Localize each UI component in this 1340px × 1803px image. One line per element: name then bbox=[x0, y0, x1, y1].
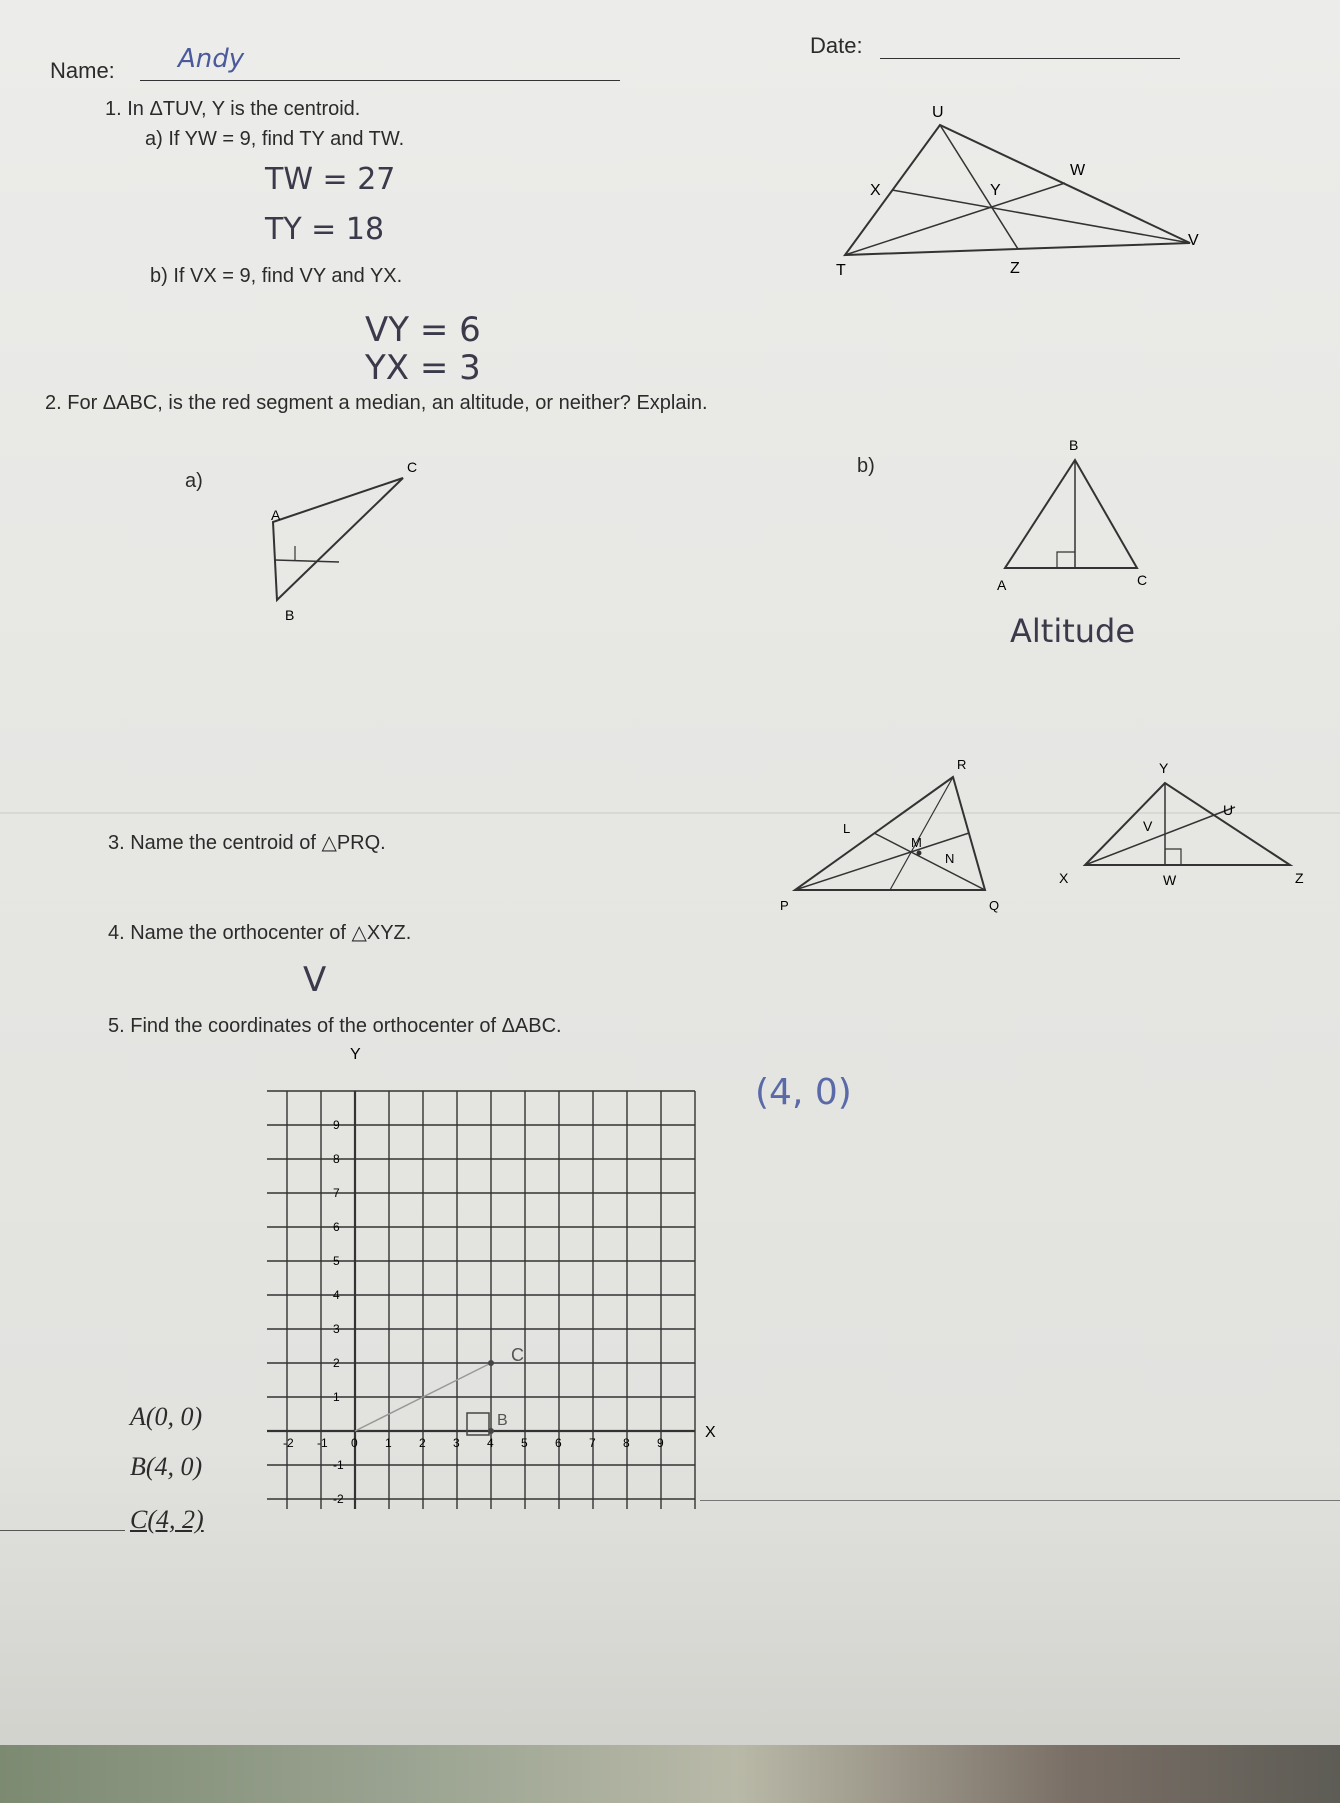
plotted-c-label: C bbox=[511, 1345, 524, 1365]
q3-triangle-figure bbox=[775, 755, 1015, 915]
y-tick-label: 1 bbox=[333, 1390, 340, 1404]
q2b-label: b) bbox=[857, 455, 875, 477]
q1a-answer-tw: TW = 27 bbox=[265, 162, 396, 197]
name-value: Andy bbox=[178, 44, 245, 74]
vertex-label-t: T bbox=[836, 262, 846, 279]
q1a-prompt: a) If YW = 9, find TY and TW. bbox=[145, 128, 405, 150]
q4-label-y: Y bbox=[1159, 760, 1169, 776]
x-tick-label: 4 bbox=[487, 1436, 494, 1450]
x-tick-label: 2 bbox=[419, 1436, 426, 1450]
q1-prompt: 1. In ΔTUV, Y is the centroid. bbox=[105, 98, 361, 120]
x-tick-label: 8 bbox=[623, 1436, 630, 1450]
q2b-triangle-figure bbox=[995, 430, 1165, 600]
q1b-answer-vy: VY = 6 bbox=[365, 310, 481, 350]
q3-label-r: R bbox=[957, 757, 967, 772]
point-c-dot bbox=[488, 1360, 494, 1366]
x-tick-label: 6 bbox=[555, 1436, 562, 1450]
q5-answer: (4, 0) bbox=[755, 1072, 852, 1113]
q1b-answer-yx: YX = 3 bbox=[365, 348, 481, 388]
q4-label-x: X bbox=[1059, 870, 1069, 886]
date-label: Date: bbox=[810, 33, 863, 58]
vertex-label-x: X bbox=[870, 182, 881, 199]
q1a-answer-ty: TY = 18 bbox=[265, 212, 385, 247]
q2a-label: a) bbox=[185, 470, 203, 492]
y-tick-label: 5 bbox=[333, 1254, 340, 1268]
y-tick-label: 9 bbox=[333, 1118, 340, 1132]
q3-label-m: M bbox=[911, 835, 922, 850]
vertex-label-w: W bbox=[1070, 162, 1086, 179]
q4-label-v: V bbox=[1143, 818, 1153, 834]
q1b-prompt: b) If VX = 9, find VY and YX. bbox=[150, 265, 403, 287]
q3-label-n: N bbox=[945, 851, 955, 866]
vertex-label-z: Z bbox=[1010, 260, 1020, 277]
q4-label-z: Z bbox=[1295, 870, 1304, 886]
x-tick-label: -2 bbox=[283, 1436, 294, 1450]
q4-triangle-figure bbox=[1035, 755, 1325, 895]
q2b-label-b: B bbox=[1069, 437, 1079, 453]
name-underline bbox=[140, 80, 620, 81]
x-tick-label: -1 bbox=[317, 1436, 328, 1450]
y-tick-label: 3 bbox=[333, 1322, 340, 1336]
coordinate-grid bbox=[255, 1046, 725, 1535]
x-tick-label: 9 bbox=[657, 1436, 664, 1450]
point-b-label: B(4, 0) bbox=[130, 1452, 203, 1481]
q4-label-u: U bbox=[1223, 802, 1234, 818]
q4-answer: V bbox=[303, 960, 327, 1000]
q4-label-w: W bbox=[1163, 872, 1177, 888]
q2a-triangle-figure bbox=[255, 450, 435, 630]
q2b-label-a: A bbox=[997, 577, 1007, 593]
y-tick-label: 8 bbox=[333, 1152, 340, 1166]
q3-label-l: L bbox=[843, 821, 851, 836]
q2-prompt: 2. For ΔABC, is the red segment a median, an altitude, or neither? Explain. bbox=[45, 392, 708, 414]
x-tick-label: 5 bbox=[521, 1436, 528, 1450]
point-a-label: A(0, 0) bbox=[130, 1402, 203, 1431]
x-tick-label: 3 bbox=[453, 1436, 460, 1450]
vertex-label-v: V bbox=[1188, 232, 1199, 249]
y-tick-label: 7 bbox=[333, 1186, 340, 1200]
x-tick-label: 1 bbox=[385, 1436, 392, 1450]
q2a-label-b: B bbox=[285, 607, 295, 623]
x-tick-label: 7 bbox=[589, 1436, 596, 1450]
q2a-label-a: A bbox=[271, 507, 281, 523]
page-crease-line bbox=[700, 1500, 1340, 1501]
q2b-label-c: C bbox=[1137, 572, 1148, 588]
background-surface bbox=[0, 1745, 1340, 1803]
q3-label-q: Q bbox=[989, 898, 1000, 913]
y-tick-label: -2 bbox=[333, 1492, 344, 1506]
plotted-b-label: B bbox=[497, 1412, 508, 1429]
q2a-label-c: C bbox=[407, 459, 418, 475]
q4-prompt: 4. Name the orthocenter of △XYZ. bbox=[108, 922, 412, 944]
q3-label-p: P bbox=[780, 898, 789, 913]
y-tick-label: -1 bbox=[333, 1458, 344, 1472]
q1-triangle-figure bbox=[830, 95, 1210, 285]
y-axis-label: Y bbox=[350, 1046, 361, 1063]
y-tick-label: 4 bbox=[333, 1288, 340, 1302]
q2b-answer: Altitude bbox=[1010, 612, 1136, 650]
vertex-label-u: U bbox=[932, 104, 944, 121]
q5-prompt: 5. Find the coordinates of the orthocenter of ΔABC. bbox=[108, 1015, 562, 1037]
vertex-label-y: Y bbox=[990, 182, 1001, 199]
date-underline bbox=[880, 58, 1180, 59]
q3-prompt: 3. Name the centroid of △PRQ. bbox=[108, 832, 386, 854]
y-tick-label: 6 bbox=[333, 1220, 340, 1234]
y-tick-label: 2 bbox=[333, 1356, 340, 1370]
point-c-underline bbox=[0, 1530, 125, 1531]
point-c-label: C(4, 2) bbox=[130, 1505, 204, 1534]
x-tick-label: 0 bbox=[351, 1436, 358, 1450]
name-label: Name: bbox=[50, 58, 115, 83]
point-b-dot bbox=[488, 1428, 494, 1434]
x-axis-label: X bbox=[705, 1424, 716, 1441]
